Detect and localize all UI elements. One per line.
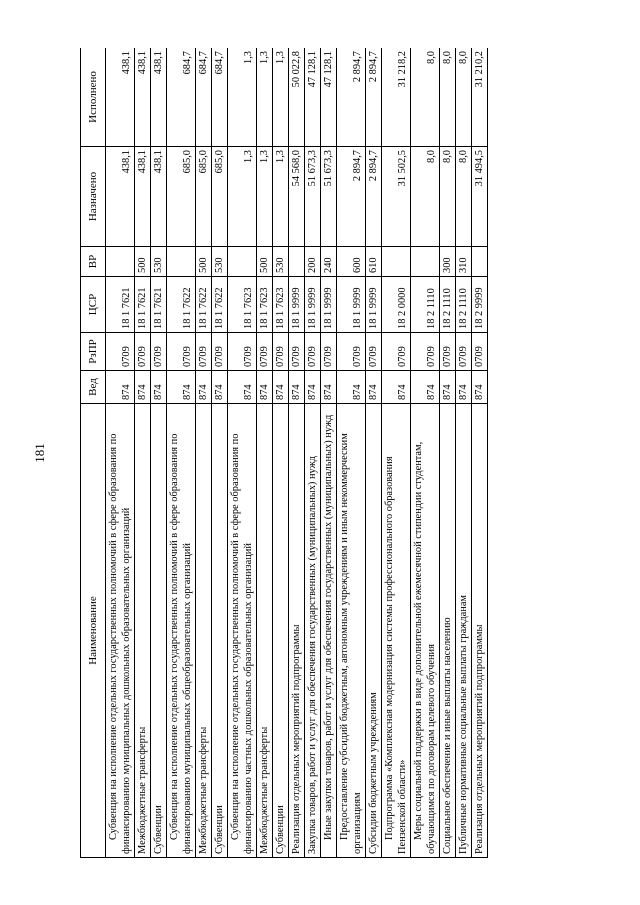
row-name: Межбюджетные трансферты (135, 404, 151, 858)
row-naznacheno: 8,0 (411, 147, 440, 247)
row-ved: 874 (167, 371, 196, 404)
row-rzpr: 0709 (289, 333, 305, 371)
row-vr: 530 (151, 247, 167, 277)
row-name: Подпрограмма «Комплексная модернизация системы профессионального образования Пензенской области» (382, 404, 411, 858)
table-row (366, 48, 382, 858)
row-csr: 18 2 0000 (382, 277, 411, 333)
row-name: Межбюджетные трансферты (196, 404, 212, 858)
row-name: Публичные нормативные социальные выплаты гражданам (456, 404, 472, 858)
row-naznacheno: 51 673,3 (321, 147, 337, 247)
row-ved: 874 (135, 371, 151, 404)
table-row (212, 48, 228, 858)
row-ved: 874 (151, 371, 167, 404)
rotated-table-area (80, 48, 560, 858)
row-naznacheno: 8,0 (456, 147, 472, 247)
header-vr: ВР (81, 247, 106, 277)
row-naznacheno: 2 894,7 (337, 147, 366, 247)
table-row (257, 48, 273, 858)
table-row (321, 48, 337, 858)
row-vr (228, 247, 257, 277)
row-naznacheno: 438,1 (106, 147, 135, 247)
row-naznacheno: 2 894,7 (366, 147, 382, 247)
row-csr: 18 2 1110 (456, 277, 472, 333)
row-ved: 874 (273, 371, 289, 404)
row-naznacheno: 51 673,3 (305, 147, 321, 247)
row-ved: 874 (305, 371, 321, 404)
row-vr (167, 247, 196, 277)
row-naznacheno: 685,0 (212, 147, 228, 247)
row-naznacheno: 54 568,0 (289, 147, 305, 247)
row-naznacheno: 31 502,5 (382, 147, 411, 247)
row-ispolneno: 31 218,2 (382, 48, 411, 147)
row-vr: 530 (212, 247, 228, 277)
row-ispolneno: 2 894,7 (337, 48, 366, 147)
row-ispolneno: 1,3 (273, 48, 289, 147)
row-ved: 874 (321, 371, 337, 404)
row-naznacheno: 31 494,5 (472, 147, 488, 247)
table-row (289, 48, 305, 858)
row-vr (289, 247, 305, 277)
row-csr: 18 2 1110 (440, 277, 456, 333)
table-body (106, 48, 488, 858)
row-csr: 18 1 7621 (135, 277, 151, 333)
row-rzpr: 0709 (273, 333, 289, 371)
row-rzpr: 0709 (337, 333, 366, 371)
table-row (151, 48, 167, 858)
row-name: Реализация отдельных мероприятий подпрограммы (289, 404, 305, 858)
header-csr: ЦСР (81, 277, 106, 333)
row-ved: 874 (472, 371, 488, 404)
row-name: Субвенции (151, 404, 167, 858)
row-rzpr: 0709 (151, 333, 167, 371)
row-rzpr: 0709 (382, 333, 411, 371)
header-naznacheno: Назначено (81, 147, 106, 247)
row-ispolneno: 438,1 (135, 48, 151, 147)
row-naznacheno: 438,1 (151, 147, 167, 247)
row-ispolneno: 8,0 (411, 48, 440, 147)
row-ispolneno: 1,3 (228, 48, 257, 147)
row-vr: 240 (321, 247, 337, 277)
row-csr: 18 1 9999 (337, 277, 366, 333)
row-vr (106, 247, 135, 277)
row-rzpr: 0709 (196, 333, 212, 371)
row-vr: 200 (305, 247, 321, 277)
row-ispolneno: 8,0 (456, 48, 472, 147)
row-csr: 18 1 9999 (305, 277, 321, 333)
row-name: Закупка товаров, работ и услуг для обеспечения государственных (муниципальных) нужд (305, 404, 321, 858)
row-rzpr: 0709 (212, 333, 228, 371)
row-name: Субсидии бюджетным учреждениям (366, 404, 382, 858)
row-vr: 310 (456, 247, 472, 277)
row-ved: 874 (366, 371, 382, 404)
row-name: Социальное обеспечение и иные выплаты населению (440, 404, 456, 858)
table-row (456, 48, 472, 858)
row-naznacheno: 1,3 (273, 147, 289, 247)
row-name: Предоставление субсидий бюджетным, автономным учреждениям и иным некоммерческим организациям (337, 404, 366, 858)
row-rzpr: 0709 (257, 333, 273, 371)
row-name: Реализация отдельных мероприятий подпрограммы (472, 404, 488, 858)
header-ved: Вед (81, 371, 106, 404)
row-ispolneno: 438,1 (151, 48, 167, 147)
table-row (411, 48, 440, 858)
row-rzpr: 0709 (167, 333, 196, 371)
row-ved: 874 (337, 371, 366, 404)
table-row (382, 48, 411, 858)
row-csr: 18 1 9999 (289, 277, 305, 333)
row-csr: 18 1 7623 (228, 277, 257, 333)
row-csr: 18 1 7622 (196, 277, 212, 333)
row-vr: 530 (273, 247, 289, 277)
row-vr: 500 (135, 247, 151, 277)
row-naznacheno: 1,3 (257, 147, 273, 247)
row-ispolneno: 47 128,1 (321, 48, 337, 147)
row-csr: 18 2 1110 (411, 277, 440, 333)
table-row (106, 48, 135, 858)
row-ved: 874 (440, 371, 456, 404)
table-row (228, 48, 257, 858)
rotated-table-container (80, 48, 560, 858)
row-naznacheno: 438,1 (135, 147, 151, 247)
row-ispolneno: 1,3 (257, 48, 273, 147)
table-row (305, 48, 321, 858)
row-name: Субвенция на исполнение отдельных государственных полномочий в сфере образования по финансированию частных дошкольных образовательных организаций (228, 404, 257, 858)
row-rzpr: 0709 (472, 333, 488, 371)
row-name: Субвенции (273, 404, 289, 858)
row-name: Субвенция на исполнение отдельных государственных полномочий в сфере образования по финансированию муниципальных дошкольных образовательных организаций (106, 404, 135, 858)
row-name: Меры социальной поддержки в виде дополнительной ежемесячной стипендии студентам, обучающимся по договорам целевого обучения (411, 404, 440, 858)
row-ved: 874 (257, 371, 273, 404)
row-vr: 600 (337, 247, 366, 277)
header-name: Наименование (81, 404, 106, 858)
row-vr (411, 247, 440, 277)
page-number (30, 0, 50, 905)
row-name: Субвенции (212, 404, 228, 858)
row-vr: 610 (366, 247, 382, 277)
row-rzpr: 0709 (321, 333, 337, 371)
row-vr (382, 247, 411, 277)
row-csr: 18 1 7623 (257, 277, 273, 333)
row-rzpr: 0709 (440, 333, 456, 371)
row-csr: 18 1 7622 (212, 277, 228, 333)
row-ispolneno: 8,0 (440, 48, 456, 147)
row-rzpr: 0709 (106, 333, 135, 371)
row-naznacheno: 685,0 (167, 147, 196, 247)
row-csr: 18 1 7622 (167, 277, 196, 333)
row-name: Субвенция на исполнение отдельных государственных полномочий в сфере образования по финансированию муниципальных общеобразовательных организаций (167, 404, 196, 858)
header-row (81, 48, 106, 858)
row-rzpr: 0709 (228, 333, 257, 371)
row-naznacheno: 8,0 (440, 147, 456, 247)
table-row (273, 48, 289, 858)
row-ispolneno: 50 022,8 (289, 48, 305, 147)
row-ved: 874 (289, 371, 305, 404)
row-ved: 874 (382, 371, 411, 404)
row-csr: 18 2 9999 (472, 277, 488, 333)
row-ispolneno: 684,7 (196, 48, 212, 147)
row-ved: 874 (228, 371, 257, 404)
table-header (81, 48, 106, 858)
row-csr: 18 1 9999 (321, 277, 337, 333)
header-rzpr: РзПР (81, 333, 106, 371)
table-row (337, 48, 366, 858)
row-ispolneno: 47 128,1 (305, 48, 321, 147)
row-csr: 18 1 9999 (366, 277, 382, 333)
page-number-text: 181 (32, 442, 47, 463)
table-row (472, 48, 488, 858)
table-row (135, 48, 151, 858)
row-ved: 874 (196, 371, 212, 404)
row-ispolneno: 2 894,7 (366, 48, 382, 147)
row-rzpr: 0709 (411, 333, 440, 371)
row-csr: 18 1 7623 (273, 277, 289, 333)
row-ved: 874 (212, 371, 228, 404)
row-name: Межбюджетные трансферты (257, 404, 273, 858)
row-vr (472, 247, 488, 277)
table-row (167, 48, 196, 858)
row-name: Иные закупки товаров, работ и услуг для обеспечения государственных (муниципальных) нужд (321, 404, 337, 858)
table-row (440, 48, 456, 858)
row-rzpr: 0709 (456, 333, 472, 371)
row-naznacheno: 685,0 (196, 147, 212, 247)
row-ved: 874 (456, 371, 472, 404)
row-ved: 874 (411, 371, 440, 404)
row-ispolneno: 684,7 (212, 48, 228, 147)
row-vr: 500 (257, 247, 273, 277)
row-ispolneno: 684,7 (167, 48, 196, 147)
budget-table (80, 48, 488, 858)
row-ispolneno: 438,1 (106, 48, 135, 147)
row-vr: 500 (196, 247, 212, 277)
row-ved: 874 (106, 371, 135, 404)
row-ispolneno: 31 210,2 (472, 48, 488, 147)
row-rzpr: 0709 (366, 333, 382, 371)
row-csr: 18 1 7621 (151, 277, 167, 333)
header-ispolneno: Исполнено (81, 48, 106, 147)
row-rzpr: 0709 (305, 333, 321, 371)
row-csr: 18 1 7621 (106, 277, 135, 333)
table-row (196, 48, 212, 858)
row-vr: 300 (440, 247, 456, 277)
row-rzpr: 0709 (135, 333, 151, 371)
row-naznacheno: 1,3 (228, 147, 257, 247)
